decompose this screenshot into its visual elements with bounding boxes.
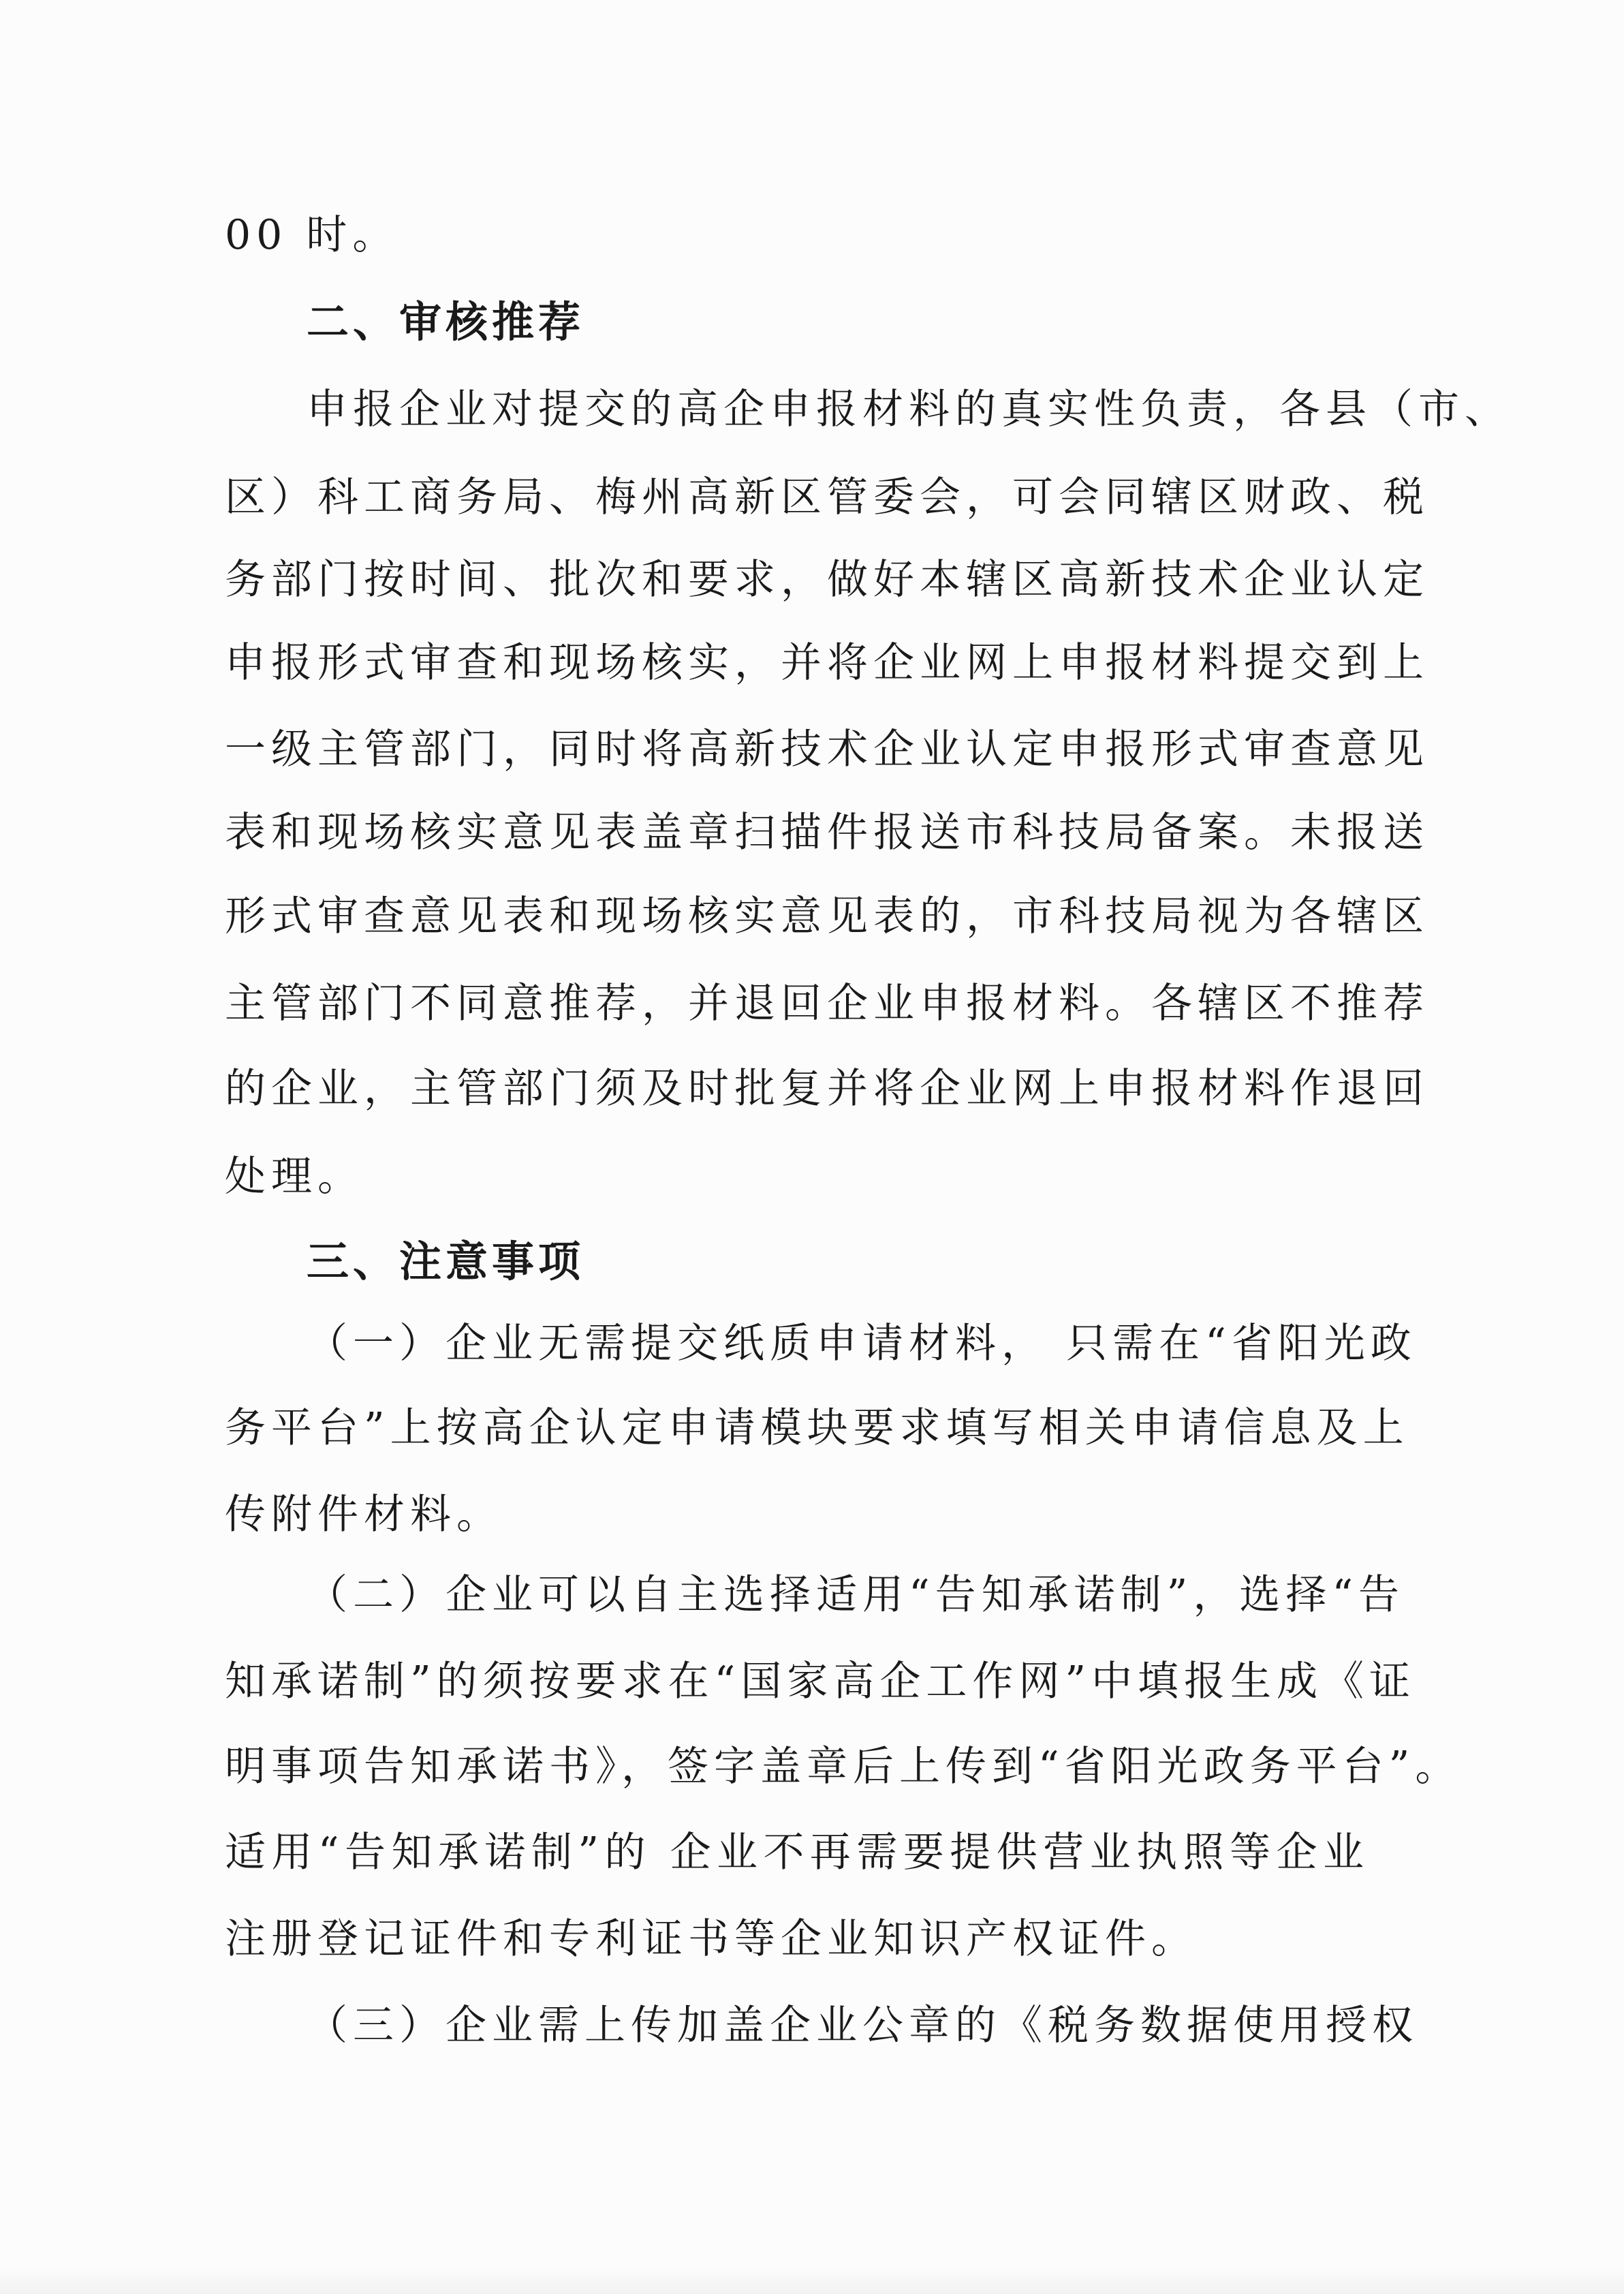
paragraph-review-line: 务部门按时间、批次和要求，做好本辖区高新技术企业认定 <box>225 556 1429 604</box>
paragraph-note-2-line: （二）企业可以自主选择适用“告知承诺制”，选择“告 <box>307 1571 1405 1619</box>
paragraph-review-line: 申报形式审查和现场核实，并将企业网上申报材料提交到上 <box>225 639 1429 687</box>
paragraph-review-line: 一级主管部门，同时将高新技术企业认定申报形式审查意见 <box>225 726 1429 773</box>
paragraph-review-line: 申报企业对提交的高企申报材料的真实性负责，各县（市、 <box>307 386 1511 433</box>
paragraph-review-line: 表和现场核实意见表盖章扫描件报送市科技局备案。未报送 <box>225 809 1429 856</box>
section-heading-review-recommend: 二、审核推荐 <box>307 297 585 347</box>
paragraph-note-1-line: 传附件材料。 <box>225 1491 503 1538</box>
paragraph-note-1-line: （一）企业无需提交纸质申请材料， 只需在“省阳光政 <box>307 1320 1417 1367</box>
paragraph-note-2-line: 适用“告知承诺制”的 企业不再需要提供营业执照等企业 <box>225 1829 1369 1876</box>
paragraph-note-2-line: 明事项告知承诺书》，签字盖章后上传到“省阳光政务平台”。 <box>225 1743 1462 1791</box>
paragraph-note-2-line: 注册登记证件和专利证书等企业知识产权证件。 <box>225 1915 1198 1963</box>
section-heading-notes: 三、注意事项 <box>307 1237 585 1286</box>
paragraph-note-3-line: （三）企业需上传加盖企业公章的《税务数据使用授权 <box>307 2002 1418 2049</box>
scan-edge <box>0 2267 1624 2294</box>
paragraph-review-line: 处理。 <box>225 1153 364 1200</box>
text-line-continuation: 00 时。 <box>225 211 399 259</box>
paragraph-note-1-line: 务平台”上按高企认定申请模块要求填写相关申请信息及上 <box>225 1404 1409 1452</box>
paragraph-review-line: 的企业，主管部门须及时批复并将企业网上申报材料作退回 <box>225 1065 1429 1113</box>
paragraph-review-line: 形式审查意见表和现场核实意见表的，市科技局视为各辖区 <box>225 893 1429 940</box>
paragraph-review-line: 主管部门不同意推荐，并退回企业申报材料。各辖区不推荐 <box>225 980 1429 1027</box>
paragraph-review-line: 区）科工商务局、梅州高新区管委会，可会同辖区财政、税 <box>225 474 1429 521</box>
paragraph-note-2-line: 知承诺制”的须按要求在“国家高企工作网”中填报生成《证 <box>225 1658 1416 1705</box>
